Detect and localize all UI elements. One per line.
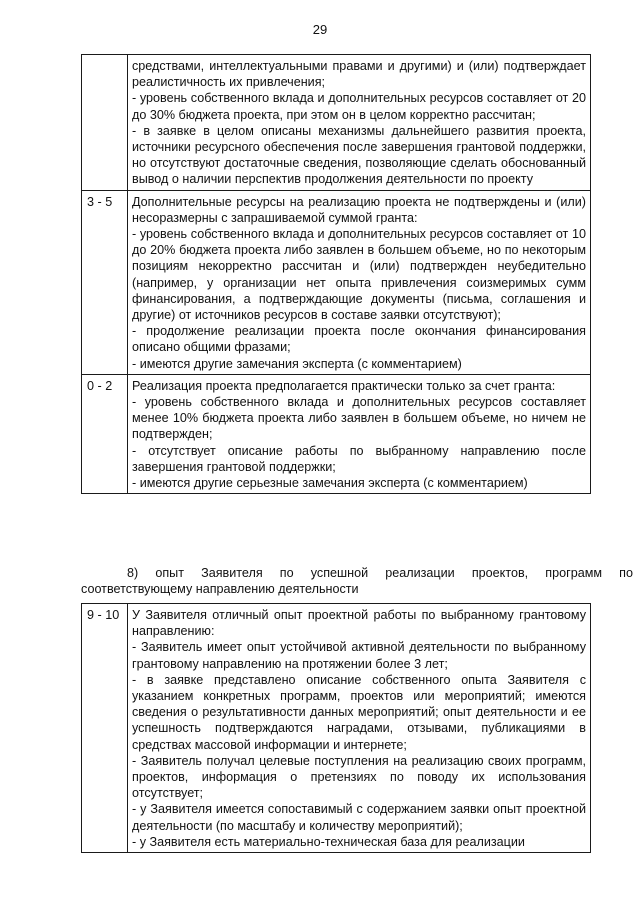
description-paragraph: - в заявке представлено описание собственного опыта Заявителя с указанием конкретных программ, проектов или мероприятий; имеются сведения о результативности данных мероприятий; опыт деятельности и ее успешность подтверждаются наградами, отзывами, публикациями в средствах массовой информации и интернете; <box>132 672 586 752</box>
description-paragraph: - имеются другие замечания эксперта (с комментарием) <box>132 356 462 371</box>
score-cell: 9 - 10 <box>82 604 128 853</box>
description-paragraph: - Заявитель получал целевые поступления на реализацию своих программ, проектов, информация о претензиях по поводу их использования отсутствует; <box>132 753 586 801</box>
description-paragraph: - у Заявителя есть материально-техническая база для реализации <box>132 834 525 849</box>
description-paragraph: - у Заявителя имеется сопоставимый с содержанием заявки опыт проектной деятельности (по масштабу и количеству мероприятий); <box>132 802 586 833</box>
description-paragraph: средствами, интеллектуальными правами и другими) и (или) подтверждает реалистичность их привлечения; <box>132 59 586 90</box>
description-cell <box>128 604 591 853</box>
description-cell <box>128 55 591 191</box>
description-paragraph: - продолжение реализации проекта после окончания финансирования описано общими фразами; <box>132 324 586 355</box>
description-paragraph: Реализация проекта предполагается практически только за счет гранта: <box>132 378 556 393</box>
score-cell <box>82 55 128 191</box>
table-row <box>82 55 591 191</box>
description-paragraph: - уровень собственного вклада и дополнительных ресурсов составляет от 10 до 20% бюджета проекта либо заявлен в большем объеме, но по некоторым позициям некорректно рассчитан и (или) подтвержден неубедительно (например, у организации нет опыта привлечения соизмеримых сумм финансирования, а подтверждающие документы (письма, соглашения и другие) от источников ресурсов в составе заявки отсутствуют); <box>132 227 586 323</box>
page-number: 29 <box>312 22 328 37</box>
description-paragraph: - имеются другие серьезные замечания эксперта (с комментарием) <box>132 476 528 491</box>
section-heading: 8) опыт Заявителя по успешной реализации проектов, программ по соответствующему направлению деятельности <box>81 566 633 597</box>
score-cell: 3 - 5 <box>82 190 128 374</box>
description-cell <box>128 374 591 493</box>
table-row <box>82 190 591 374</box>
description-paragraph: - отсутствует описание работы по выбранному направлению после завершения грантовой поддержки; <box>132 443 586 474</box>
description-paragraph: - Заявитель имеет опыт устойчивой активной деятельности по выбранному грантовому направлению на протяжении более 3 лет; <box>132 640 586 671</box>
description-paragraph: У Заявителя отличный опыт проектной работы по выбранному грантовому направлению: <box>132 608 586 639</box>
score-cell: 0 - 2 <box>82 374 128 493</box>
table-row <box>82 374 591 493</box>
description-paragraph: - в заявке в целом описаны механизмы дальнейшего развития проекта, источники ресурсного обеспечения после завершения грантовой поддержки, но отсутствуют достаточные сведения, позволяющие сделать обоснованный вывод о наличии перспектив продолжения деятельности по проекту <box>132 123 586 187</box>
description-paragraph: - уровень собственного вклада и дополнительных ресурсов составляет от 20 до 30% бюджета проекта, при этом он в целом корректно рассчитан; <box>132 91 586 122</box>
description-paragraph: Дополнительные ресурсы на реализацию проекта не подтверждены и (или) несоразмерны с запрашиваемой суммой гранта: <box>132 194 586 225</box>
description-cell <box>128 190 591 374</box>
criteria-table-experience <box>81 603 591 853</box>
description-paragraph: - уровень собственного вклада и дополнительных ресурсов составляет менее 10% бюджета проекта либо заявлен в большем объеме, но ничем не подтвержден; <box>132 395 586 442</box>
table-row <box>82 604 591 853</box>
criteria-table-resources <box>81 54 591 494</box>
